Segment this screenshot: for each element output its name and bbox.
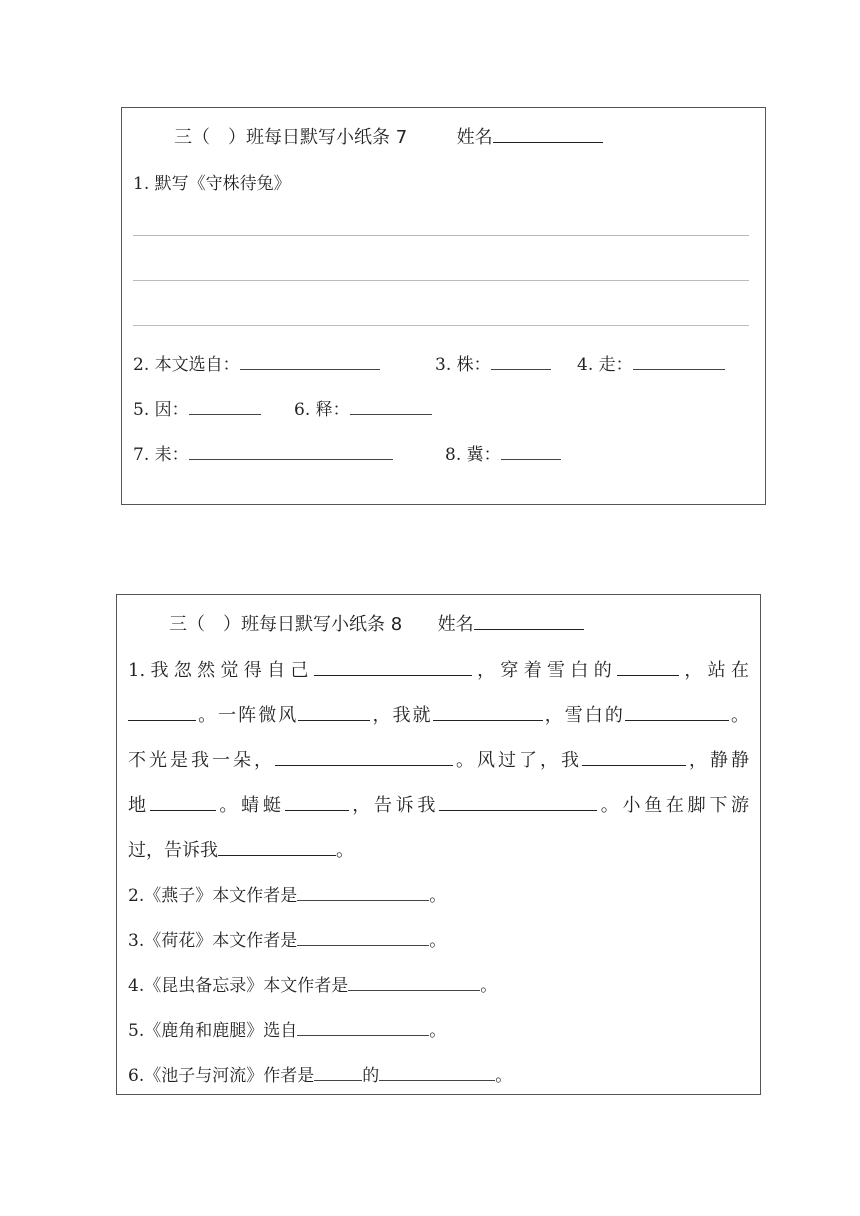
name-blank[interactable] [474, 612, 584, 630]
passage-text: ，我就 [370, 705, 433, 726]
answer-blank[interactable] [275, 748, 453, 766]
slip-header [169, 612, 584, 637]
answer-blank[interactable] [218, 838, 336, 856]
answer-blank[interactable] [617, 658, 679, 676]
writing-line[interactable] [133, 325, 749, 326]
slip-title: 三（ ）班每日默写小纸条 [174, 127, 390, 148]
writing-line[interactable] [133, 235, 749, 236]
passage-text: 。蜻蜓 [215, 795, 285, 816]
slip-header [174, 125, 603, 150]
passage-text: 。小鱼在脚下游 [597, 795, 750, 816]
question-1: 1. 默写《守株待兔》 [133, 174, 291, 194]
passage-text: ，静静 [686, 750, 749, 771]
answer-blank[interactable] [491, 352, 551, 370]
slip-number: 8 [390, 614, 403, 635]
answer-blank[interactable] [350, 397, 432, 415]
passage-text: 。 [728, 705, 749, 726]
answer-blank[interactable] [297, 1018, 429, 1036]
question-4-end: 。 [480, 976, 498, 996]
answer-blank[interactable] [439, 793, 597, 811]
slip-title: 三（ ）班每日默写小纸条 [169, 614, 385, 635]
answer-blank[interactable] [285, 793, 349, 811]
answer-blank[interactable] [314, 1063, 362, 1081]
name-label: 姓名 [437, 614, 474, 635]
answer-blank[interactable] [297, 928, 429, 946]
question-5 [133, 397, 261, 422]
passage-text: 不光是我一朵， [128, 750, 275, 771]
answer-blank[interactable] [633, 352, 725, 370]
passage-text: 1.我忽然觉得自己 [128, 660, 314, 681]
question-4-label: 4.《昆虫备忘录》本文作者是 [128, 976, 349, 996]
passage-text: 。 [336, 840, 354, 861]
answer-blank[interactable] [433, 703, 543, 721]
slip-number: 7 [395, 127, 408, 148]
passage-text: 。风过了，我 [453, 750, 582, 771]
answer-blank[interactable] [150, 793, 216, 811]
question-5-end: 。 [429, 1021, 447, 1041]
passage-line-2 [128, 703, 749, 728]
question-5-label: 5. 因： [133, 400, 189, 420]
question-8-label: 8. 冀： [445, 445, 501, 465]
question-4-label: 4. 走： [577, 355, 633, 375]
question-3 [128, 928, 446, 953]
question-6-label: 6. 释： [294, 400, 350, 420]
name-blank[interactable] [493, 125, 603, 143]
question-2 [133, 352, 380, 377]
question-2-label: 2.《燕子》本文作者是 [128, 886, 298, 906]
answer-blank[interactable] [625, 703, 729, 721]
question-7-label: 7. 耒： [133, 445, 189, 465]
answer-blank[interactable] [379, 1063, 495, 1081]
question-6-label: 6.《池子与河流》作者是 [128, 1066, 315, 1086]
question-3-end: 。 [429, 931, 447, 951]
question-2-label: 2. 本文选自： [133, 355, 240, 375]
question-2-end: 。 [429, 886, 447, 906]
question-4 [577, 352, 725, 377]
question-6-mid: 的 [362, 1066, 380, 1086]
question-6 [294, 397, 432, 422]
answer-blank[interactable] [298, 703, 370, 721]
passage-text: 过，告诉我 [128, 840, 218, 861]
answer-blank[interactable] [314, 658, 472, 676]
answer-blank[interactable] [582, 748, 686, 766]
passage-line-1 [128, 658, 749, 683]
answer-blank[interactable] [189, 397, 261, 415]
question-8 [445, 442, 561, 467]
passage-line-3 [128, 748, 749, 773]
passage-text: ，告诉我 [348, 795, 440, 816]
dictation-slip-8 [116, 594, 761, 1095]
passage-text: ，站在 [679, 660, 749, 681]
question-3-label: 3.《荷花》本文作者是 [128, 931, 298, 951]
question-3 [435, 352, 551, 377]
answer-blank[interactable] [348, 973, 480, 991]
passage-text: ，穿着雪白的 [471, 660, 618, 681]
answer-blank[interactable] [128, 703, 196, 721]
question-2 [128, 883, 446, 908]
question-6-end: 。 [495, 1066, 513, 1086]
answer-blank[interactable] [501, 442, 561, 460]
question-5-label: 5.《鹿角和鹿腿》选自 [128, 1021, 298, 1041]
writing-line[interactable] [133, 280, 749, 281]
passage-line-4 [128, 793, 749, 818]
question-6 [128, 1063, 512, 1088]
passage-text: 。一阵微风 [196, 705, 299, 726]
name-label: 姓名 [456, 127, 493, 148]
question-3-label: 3. 株： [435, 355, 491, 375]
passage-text: 地 [128, 795, 150, 816]
question-7 [133, 442, 393, 467]
answer-blank[interactable] [240, 352, 380, 370]
dictation-slip-7 [121, 107, 766, 505]
passage-text: ，雪白的 [542, 705, 625, 726]
answer-blank[interactable] [297, 883, 429, 901]
question-4 [128, 973, 497, 998]
question-5 [128, 1018, 446, 1043]
passage-line-5 [128, 838, 749, 863]
answer-blank[interactable] [189, 442, 393, 460]
